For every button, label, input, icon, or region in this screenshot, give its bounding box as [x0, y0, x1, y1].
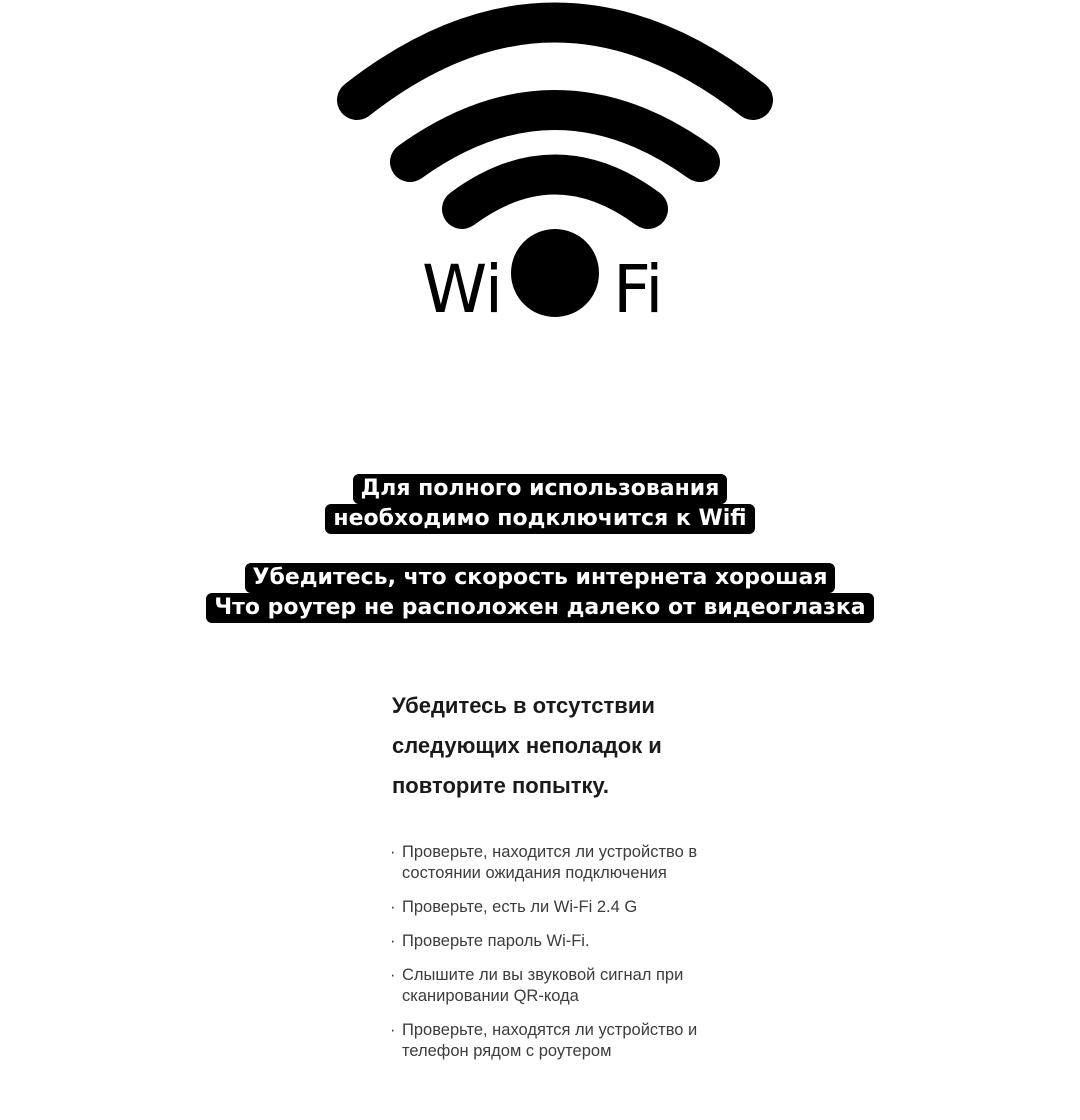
troubleshooting-checklist	[390, 842, 770, 1075]
bullet: ·	[390, 843, 396, 861]
list-item	[390, 931, 770, 952]
heading-line: Убедитесь в отсутствии	[392, 693, 655, 718]
wifi-arc-middle	[410, 110, 700, 162]
wifi-arc-inner	[462, 175, 648, 210]
bullet: ·	[390, 932, 396, 950]
banner-line: Что роутер не расположен далеко от видеоглазка	[206, 593, 873, 623]
wifi-arc-outer	[357, 23, 753, 101]
list-item-text: Проверьте, находятся ли устройство и телефон рядом с роутером	[402, 1021, 698, 1060]
list-item	[390, 842, 770, 884]
banner-line: Убедитесь, что скорость интернета хорошая	[245, 563, 836, 593]
connect-wifi-banner	[0, 474, 1080, 534]
logo-text-fi: Fi	[613, 251, 663, 328]
logo-text-wi: Wi	[422, 251, 503, 328]
bullet: ·	[390, 966, 396, 984]
wifi-dot	[511, 229, 599, 317]
list-item-text: Слышите ли вы звуковой сигнал при сканировании QR-кода	[402, 966, 684, 1005]
bullet: ·	[390, 1021, 396, 1039]
heading-line: повторите попытку.	[392, 773, 609, 798]
heading-line: следующих неполадок и	[392, 733, 662, 758]
router-tip-banner	[0, 563, 1080, 623]
list-item-text: Проверьте пароль Wi-Fi.	[402, 932, 590, 950]
list-item-text: Проверьте, находится ли устройство в состоянии ожидания подключения	[402, 843, 698, 882]
wifi-signal-icon	[320, 0, 790, 330]
bullet: ·	[390, 898, 396, 916]
list-item	[390, 897, 770, 918]
list-item	[390, 1020, 770, 1062]
banner-line: Для полного использования	[353, 474, 728, 504]
list-item	[390, 965, 770, 1007]
banner-line: необходимо подключится к Wifi	[325, 504, 754, 534]
list-item-text: Проверьте, есть ли Wi-Fi 2.4 G	[402, 898, 638, 916]
troubleshooting-heading	[392, 686, 752, 806]
